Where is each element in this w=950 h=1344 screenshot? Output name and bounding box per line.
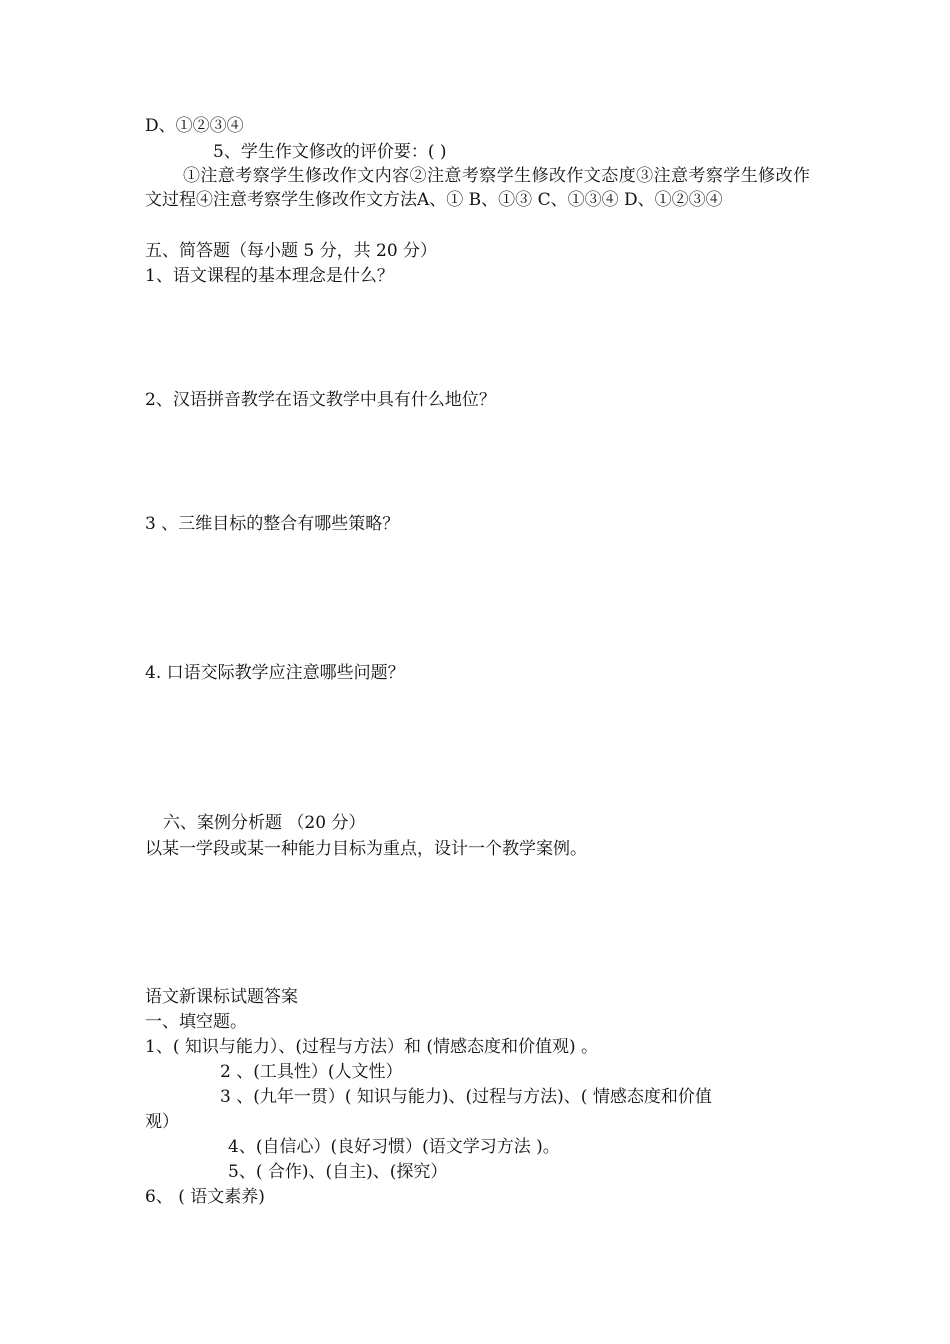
- short-answer-heading: 五、简答题（每小题 5 分，共 20 分）: [145, 241, 438, 261]
- answer-6: 6、 ( 语文素养): [145, 1187, 265, 1207]
- answer-4: 4、(自信心）(良好习惯）(语文学习方法 )。: [228, 1137, 560, 1157]
- answers-part-1-heading: 一、填空题。: [145, 1012, 247, 1032]
- option-d-text: D、①②③④: [145, 116, 244, 136]
- short-answer-question-3: 3 、三维目标的整合有哪些策略？: [145, 514, 400, 534]
- answer-2: 2 、(工具性）(人文性）: [220, 1062, 403, 1082]
- case-analysis-prompt: 以某一学段或某一种能力目标为重点，设计一个教学案例。: [145, 839, 587, 859]
- short-answer-question-2: 2、汉语拼音教学在语文教学中具有什么地位？: [145, 390, 496, 410]
- answer-5: 5、( 合作)、(自主)、(探究）: [228, 1162, 448, 1182]
- answers-title: 语文新课标试题答案: [145, 987, 298, 1007]
- short-answer-question-1: 1、语文课程的基本理念是什么？: [145, 266, 394, 286]
- short-answer-question-4: 4. 口语交际教学应注意哪些问题？: [145, 663, 405, 683]
- answer-1: 1、( 知识与能力）、(过程与方法）和 (情感态度和价值观) 。: [145, 1037, 599, 1057]
- case-analysis-heading: 六、案例分析题 （20 分）: [163, 813, 366, 833]
- question-5-stem: 5、学生作文修改的评价要：( ): [213, 142, 447, 162]
- question-5-options: ①注意考察学生修改作文内容②注意考察学生修改作文态度③注意考察学生修改作文过程④注意考察学生修改作文方法A、① B、①③ C、①③④ D、①②③④: [145, 166, 810, 210]
- answer-3-line-1: 3 、(九年一贯）( 知识与能力)、(过程与方法)、( 情感态度和价值: [220, 1087, 712, 1107]
- answer-3-line-2: 观）: [145, 1112, 179, 1132]
